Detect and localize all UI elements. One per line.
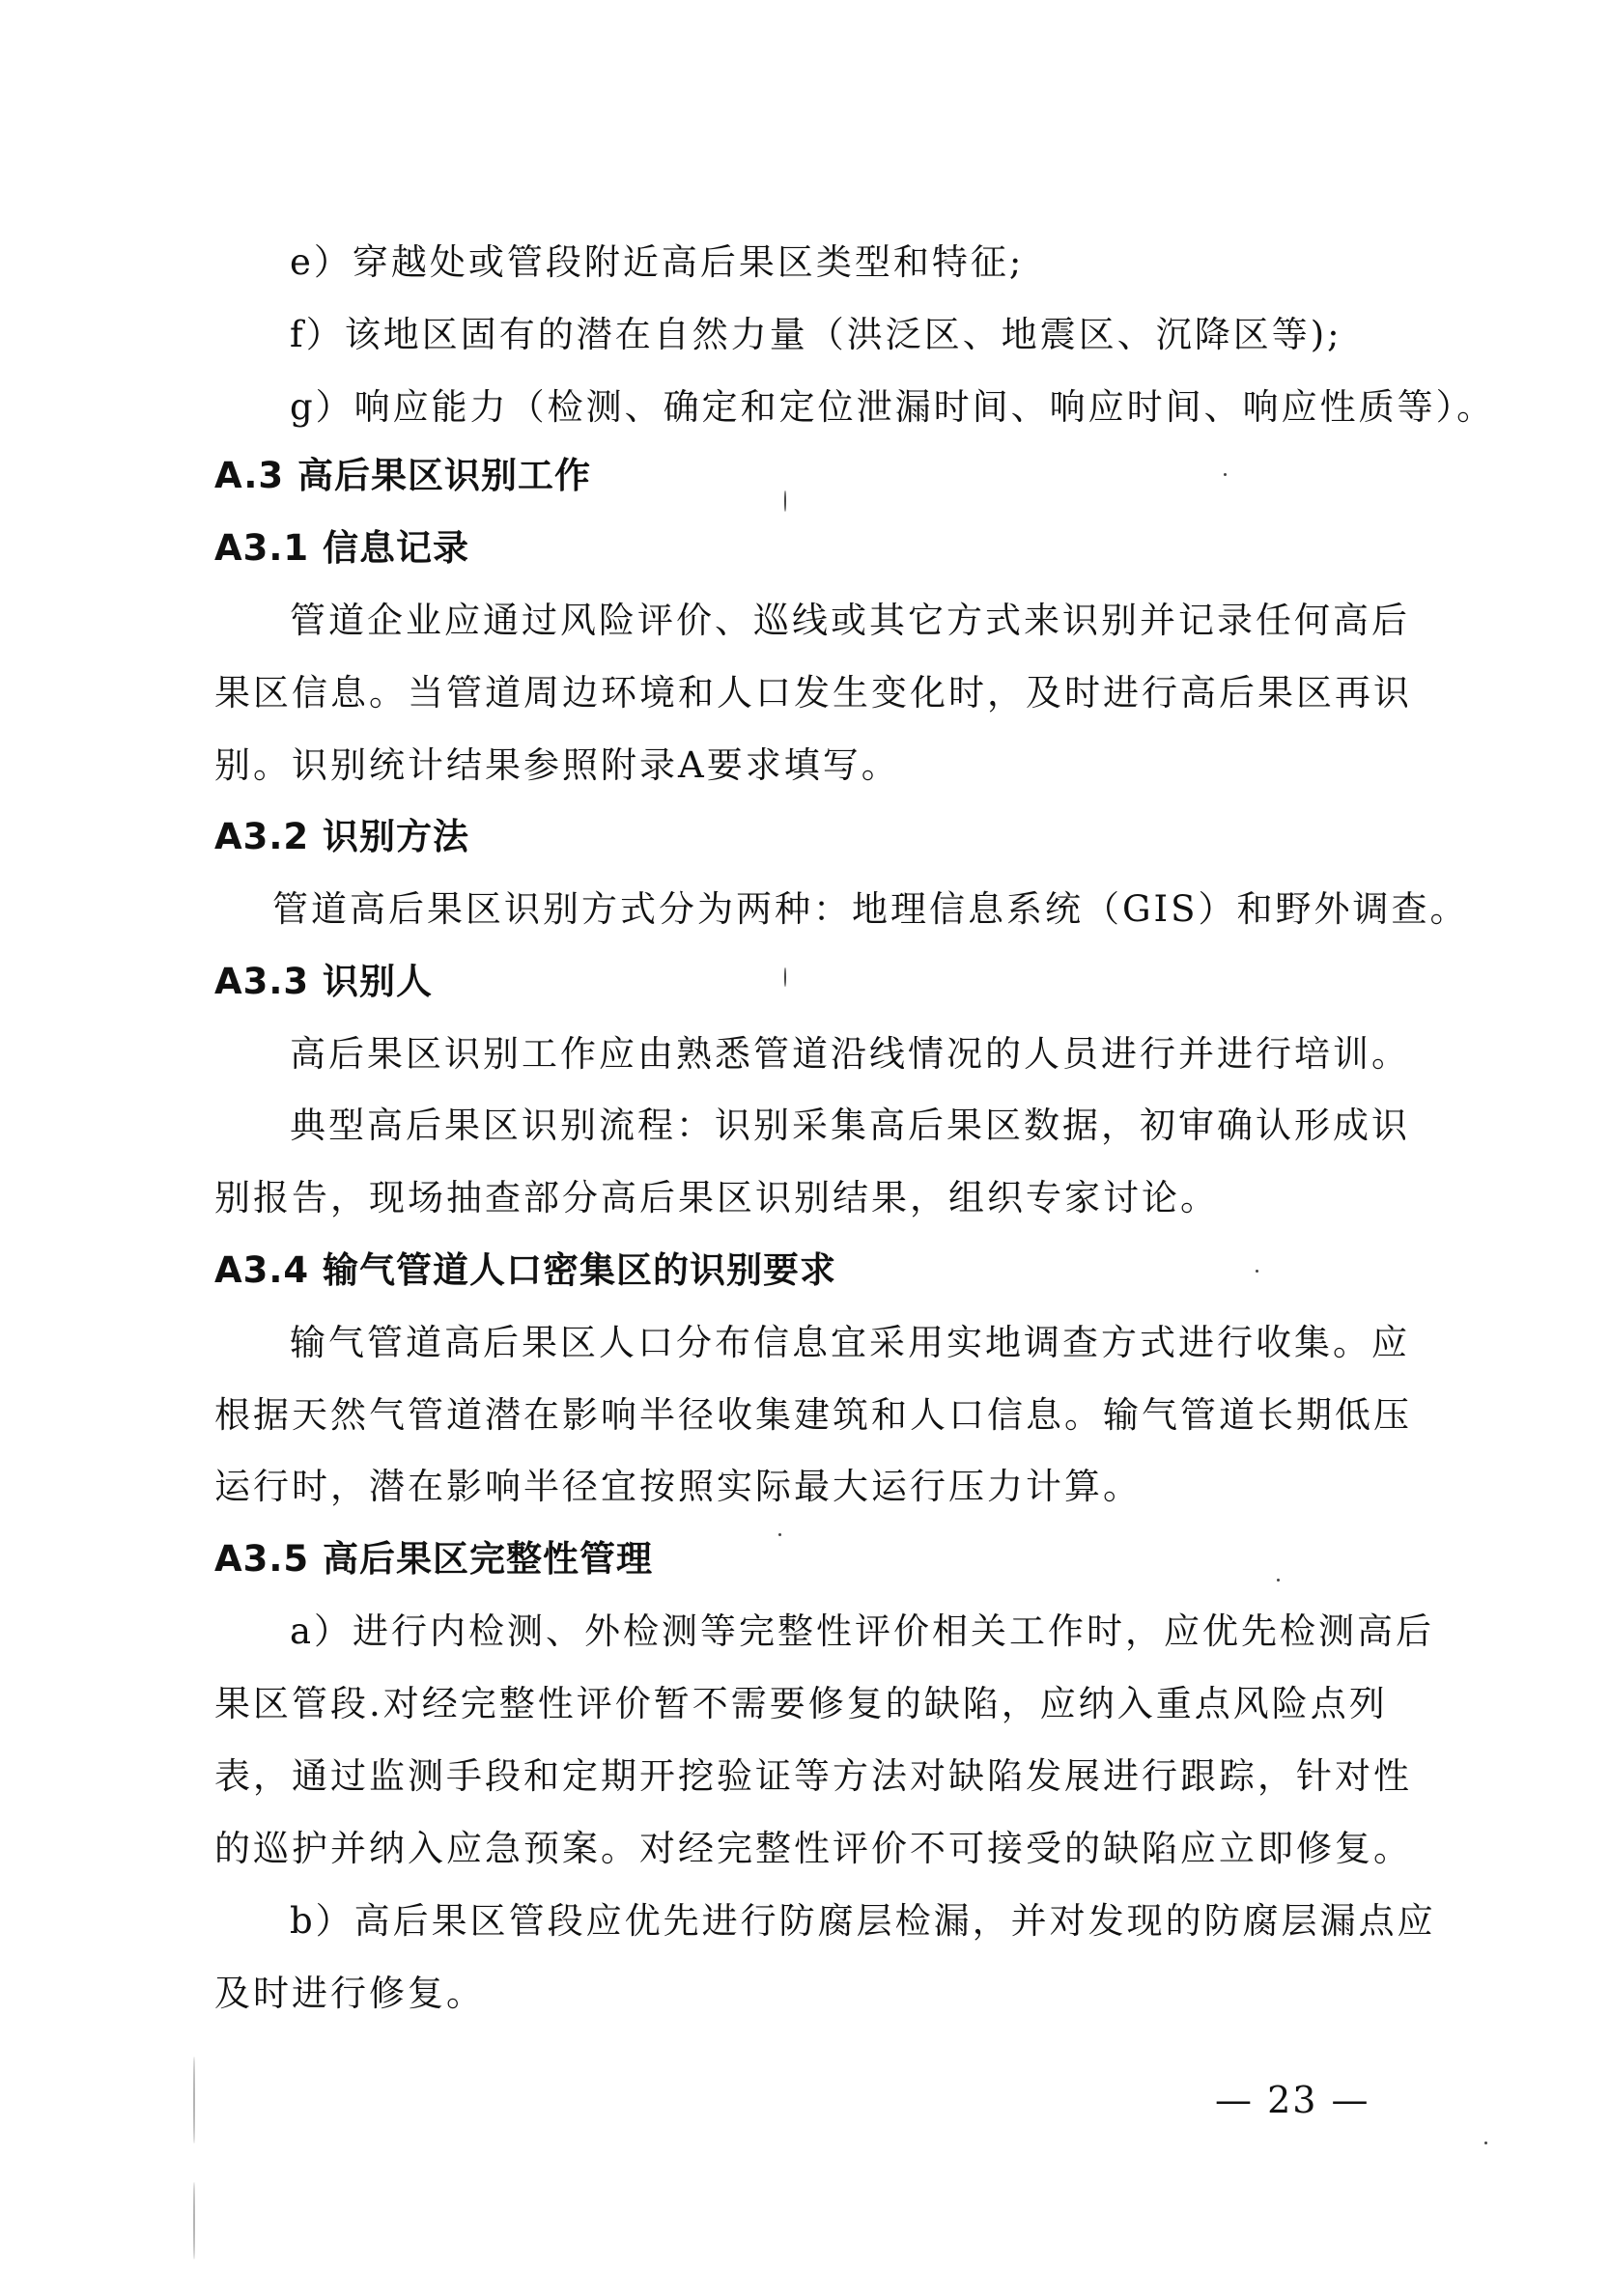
paragraph-a3-2-line-1: 管道高后果区识别方式分为两种：地理信息系统（GIS）和野外调查。	[272, 888, 1469, 930]
scan-speck	[1277, 1579, 1280, 1582]
list-item-g: g）响应能力（检测、确定和定位泄漏时间、响应时间、响应性质等）。	[290, 386, 1496, 428]
paragraph-a3-3-line-1: 高后果区识别工作应由熟悉管道沿线情况的人员进行并进行培训。	[290, 1033, 1410, 1075]
heading-a3-1: A3.1 信息记录	[214, 527, 470, 569]
scan-speck	[193, 2057, 195, 2143]
paragraph-a3-1-line-1: 管道企业应通过风险评价、巡线或其它方式来识别并记录任何高后	[290, 600, 1410, 641]
scan-speck	[778, 1533, 781, 1536]
heading-a3-4: A3.4 输气管道人口密集区的识别要求	[214, 1249, 837, 1291]
paragraph-a3-5-line-1: a）进行内检测、外检测等完整性评价相关工作时，应优先检测高后	[290, 1610, 1435, 1652]
paragraph-a3-5-line-4: 的巡护并纳入应急预案。对经完整性评价不可接受的缺陷应立即修复。	[214, 1828, 1412, 1869]
paragraph-a3-4-line-1: 输气管道高后果区人口分布信息宜采用实地调查方式进行收集。应	[290, 1322, 1410, 1363]
list-item-f: f）该地区固有的潜在自然力量（洪泛区、地震区、沉降区等);	[290, 314, 1342, 355]
paragraph-a3-5-line-6: 及时进行修复。	[214, 1973, 485, 2014]
page-number: — 23 —	[1215, 2079, 1370, 2121]
heading-a3-2: A3.2 识别方法	[214, 816, 470, 857]
scan-speck	[1224, 473, 1227, 476]
paragraph-a3-1-line-3: 别。识别统计结果参照附录A要求填写。	[214, 744, 900, 786]
scan-speck	[1256, 1270, 1258, 1273]
heading-a3-5: A3.5 高后果区完整性管理	[214, 1538, 654, 1580]
paragraph-a3-4-line-2: 根据天然气管道潜在影响半径收集建筑和人口信息。输气管道长期低压	[214, 1394, 1412, 1436]
paragraph-a3-5-line-2: 果区管段.对经完整性评价暂不需要修复的缺陷，应纳入重点风险点列	[214, 1683, 1388, 1724]
heading-a3: A.3 高后果区识别工作	[214, 455, 592, 496]
paragraph-a3-3-line-3: 别报告，现场抽查部分高后果区识别结果，组织专家讨论。	[214, 1177, 1219, 1218]
paragraph-a3-5-line-5: b）高后果区管段应优先进行防腐层检漏，并对发现的防腐层漏点应	[290, 1900, 1436, 1942]
list-item-e: e）穿越处或管段附近高后果区类型和特征;	[290, 241, 1025, 283]
paragraph-a3-5-line-3: 表，通过监测手段和定期开挖验证等方法对缺陷发展进行跟踪，针对性	[214, 1755, 1412, 1797]
paragraph-a3-3-line-2: 典型高后果区识别流程：识别采集高后果区数据，初审确认形成识	[290, 1105, 1410, 1146]
scan-speck	[1484, 2142, 1487, 2144]
heading-a3-3: A3.3 识别人	[214, 961, 434, 1002]
scan-speck	[193, 2182, 195, 2259]
paragraph-a3-4-line-3: 运行时，潜在影响半径宜按照实际最大运行压力计算。	[214, 1466, 1142, 1507]
scan-speck	[784, 490, 786, 512]
scan-speck	[784, 967, 786, 987]
paragraph-a3-1-line-2: 果区信息。当管道周边环境和人口发生变化时，及时进行高后果区再识	[214, 672, 1412, 714]
